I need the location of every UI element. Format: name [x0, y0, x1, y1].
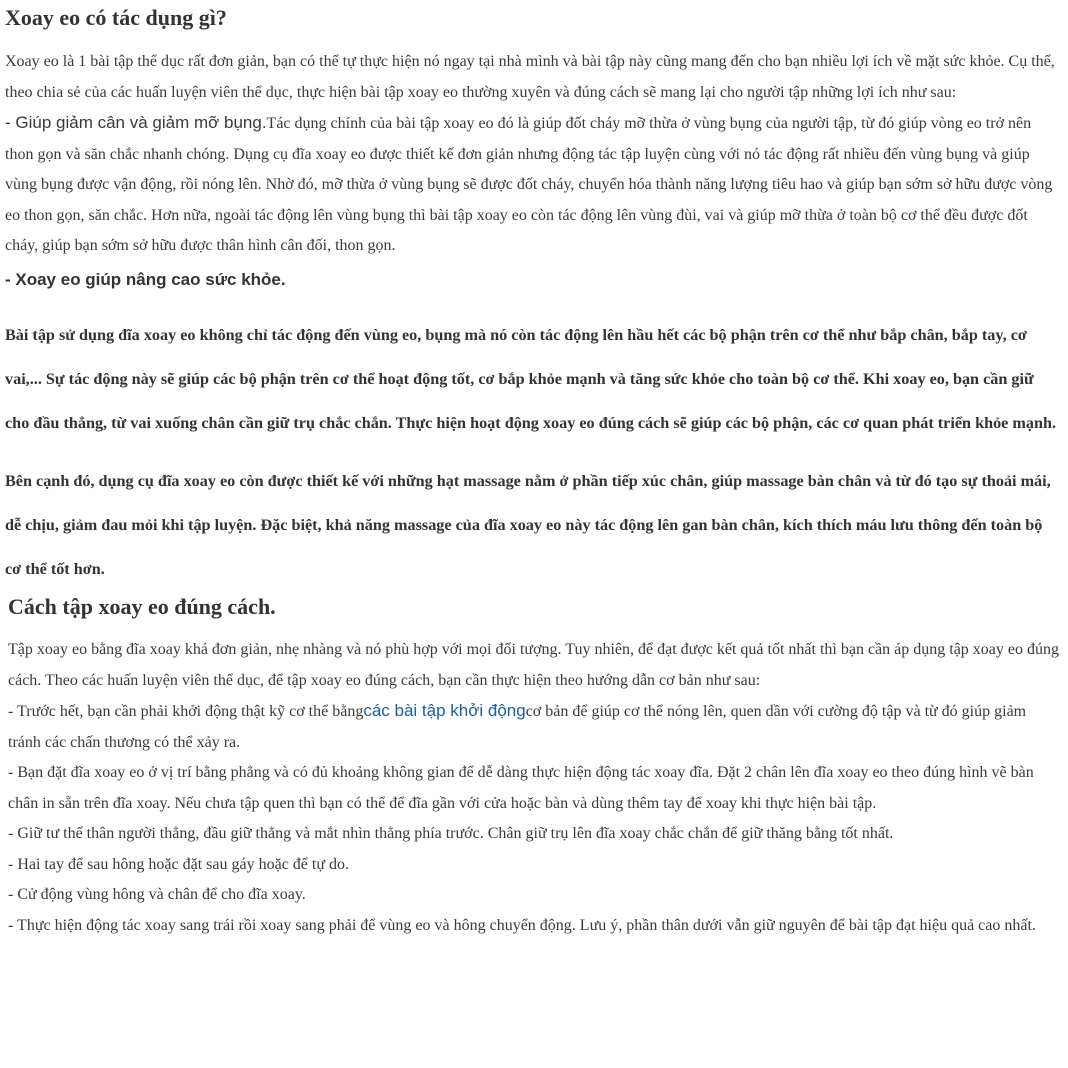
health-bold-paragraph-2: Bên cạnh đó, dụng cụ đĩa xoay eo còn được thiết kế với những hạt massage nằm ở phần tiếp xúc chân, giúp massage bàn chân và từ đó tạo sự thoải mái, dễ chịu, giảm đau mỏi khi tập luyện. Đặc biệt, khả năng massage của đĩa xoay eo này tác động lên gan bàn chân, kích thích máu lưu thông đến toàn bộ cơ thể tốt hơn. [5, 472, 1051, 578]
step-warmup-text-after: cơ bản để giúp cơ thể nóng lên, quen dần với cường độ tập và từ đó giúp giảm tránh các chấn thương có thể xảy ra. [8, 703, 1027, 751]
benefit-weight-loss-title: - Giúp giảm cân và giảm mỡ bụng. [5, 113, 267, 132]
step-posture: - Giữ tư thế thân người thẳng, đầu giữ thẳng và mắt nhìn thẳng phía trước. Chân giữ trụ lên đĩa xoay chắc chắn để giữ thăng bằng tốt nhất. [8, 825, 894, 842]
intro-paragraph: Xoay eo là 1 bài tập thể dục rất đơn giản, bạn có thể tự thực hiện nó ngay tại nhà mình và bài tập này cũng mang đến cho bạn nhiều lợi ích về mặt sức khỏe. Cụ thể, theo chia sẻ của các huấn luyện viên thể dục, thực hiện bài tập xoay eo thường xuyên và đúng cách sẽ mang lại cho người tập những lợi ích như sau: [5, 53, 1055, 101]
section-heading-how-to: Cách tập xoay eo đúng cách. [8, 594, 276, 619]
how-to-section [5, 635, 1060, 941]
warmup-exercises-link[interactable]: các bài tập khởi động [363, 701, 526, 720]
step-warmup [8, 696, 1060, 758]
step-move-hips: - Cử động vùng hông và chân để cho đĩa xoay. [8, 886, 306, 903]
health-bold-paragraph-1: Bài tập sử dụng đĩa xoay eo không chỉ tác động đến vùng eo, bụng mà nó còn tác động lên hầu hết các bộ phận trên cơ thể như bắp chân, bắp tay, cơ vai,... Sự tác động này sẽ giúp các bộ phận trên cơ thể hoạt động tốt, cơ bắp khỏe mạnh và tăng sức khỏe cho toàn bộ cơ thể. Khi xoay eo, bạn cần giữ cho đầu thẳng, từ vai xuống chân cần giữ trụ chắc chắn. Thực hiện hoạt động xoay eo đúng cách sẽ giúp các bộ phận, các cơ quan phát triển khỏe mạnh. [5, 326, 1057, 432]
how-to-intro: Tập xoay eo bằng đĩa xoay khá đơn giản, nhẹ nhàng và nó phù hợp với mọi đối tượng. Tuy nhiên, để đạt được kết quả tốt nhất thì bạn cần áp dụng tập xoay eo đúng cách. Theo các huấn luyện viên thể dục, để tập xoay eo đúng cách, bạn cần thực hiện theo hướng dẫn cơ bản như sau: [8, 641, 1060, 689]
step-rotate: - Thực hiện động tác xoay sang trái rồi xoay sang phải để vùng eo và hông chuyển động. Lưu ý, phần thân dưới vẫn giữ nguyên để bài tập đạt hiệu quả cao nhất. [8, 916, 1036, 934]
step-warmup-text-before: - Trước hết, bạn cần phải khởi động thật kỹ cơ thể bằng [8, 703, 364, 720]
benefit-weight-loss [5, 108, 1060, 262]
step-place-disc: - Bạn đặt đĩa xoay eo ở vị trí bằng phẳng và có đủ khoảng không gian để dễ dàng thực hiện động tác xoay đĩa. Đặt 2 chân lên đĩa xoay eo theo đúng hình vẽ bàn chân in sẵn trên đĩa xoay. Nếu chưa tập quen thì bạn có thể để đĩa gần với cửa hoặc bàn và dùng thêm tay để xoay khi thực hiện bài tập. [8, 764, 1034, 812]
benefit-health-title: - Xoay eo giúp nâng cao sức khỏe. [5, 269, 286, 289]
benefit-weight-loss-text: Tác dụng chính của bài tập xoay eo đó là giúp đốt cháy mỡ thừa ở vùng bụng của người tập, từ đó giúp vòng eo trở nên thon gọn và săn chắc nhanh chóng. Dụng cụ đĩa xoay eo được thiết kế đơn giản nhưng động tác tập luyện cùng với nó tác động rất nhiều đến vùng bụng và giúp vùng bụng được vận động, rồi nóng lên. Nhờ đó, mỡ thừa ở vùng bụng sẽ được đốt cháy, chuyển hóa thành năng lượng tiêu hao và giúp bạn sớm sở hữu được vòng eo thon gọn, săn chắc. Hơn nữa, ngoài tác động lên vùng bụng thì bài tập xoay eo còn tác động lên vùng đùi, vai và giúp mỡ thừa ở toàn bộ cơ thể đều được đốt cháy, giúp bạn sớm sở hữu được thân hình cân đối, thon gọn. [5, 115, 1053, 254]
step-hands: - Hai tay để sau hông hoặc đặt sau gáy hoặc để tự do. [8, 855, 350, 873]
section-heading-benefits: Xoay eo có tác dụng gì? [5, 5, 227, 30]
